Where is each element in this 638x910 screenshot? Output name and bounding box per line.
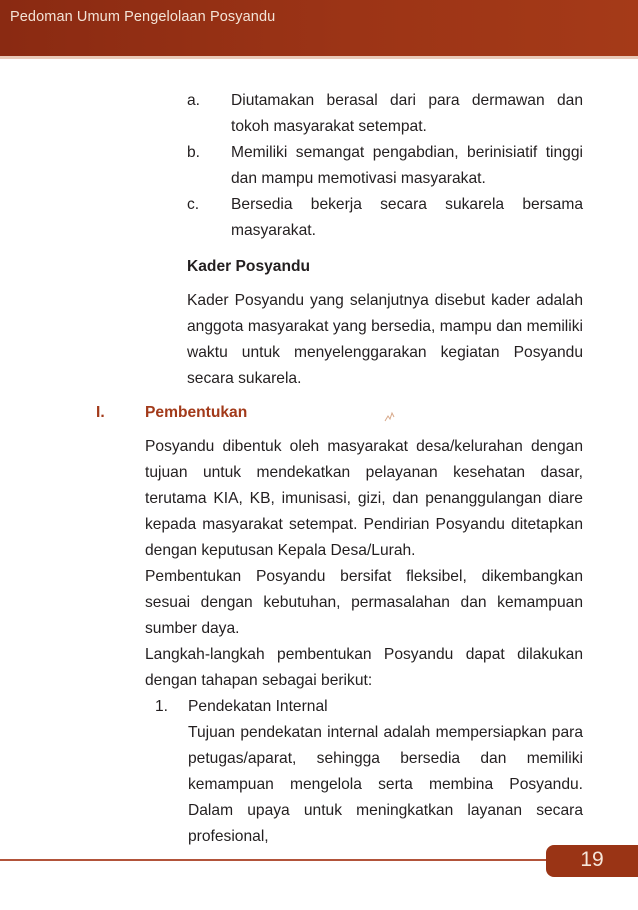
step-text-1: Tujuan pendekatan internal adalah mempersiapkan para petugas/aparat, sehingga bersedia dan memiliki kemampuan mengelola serta membina Posyandu. Dalam upaya untuk meningkatkan layanan secara profesional, — [188, 724, 583, 845]
kader-heading: Kader Posyandu — [187, 258, 311, 275]
header-title: Pedoman Umum Pengelolaan Posyandu — [10, 9, 276, 25]
list-marker-c: c. — [187, 196, 200, 213]
list-marker-a: a. — [187, 92, 201, 109]
list-item-a: Diutamakan berasal dari para dermawan dan tokoh masyarakat setempat. — [231, 92, 583, 135]
page-number-tab — [546, 845, 638, 877]
section-heading: Pembentukan — [145, 404, 248, 421]
section-paragraph-3: Langkah-langkah pembentukan Posyandu dapat dilakukan dengan tahapan sebagai berikut: — [145, 646, 583, 689]
page-header — [0, 0, 638, 56]
section-paragraph-2: Pembentukan Posyandu bersifat fleksibel, dikembangkan sesuai dengan kebutuhan, permasalahan dan kemampuan sumber daya. — [145, 568, 583, 637]
list-marker-b: b. — [187, 144, 201, 161]
step-marker-1: 1. — [155, 698, 169, 715]
step-title-1: Pendekatan Internal — [188, 698, 328, 715]
decorative-speck — [382, 410, 398, 424]
section-paragraph-1: Posyandu dibentuk oleh masyarakat desa/kelurahan dengan tujuan untuk mendekatkan pelayanan kesehatan dasar, terutama KIA, KB, imunisasi, gizi, dan penanggulangan diare kepada masyarakat setempat. Pendirian Posyandu ditetapkan dengan keputusan Kepala Desa/Lurah. — [145, 438, 583, 559]
list-item-c: Bersedia bekerja secara sukarela bersama masyarakat. — [231, 196, 583, 239]
footer-line — [0, 859, 556, 861]
page-number: 19 — [580, 848, 604, 871]
header-stripe — [0, 56, 638, 59]
section-marker: I. — [96, 404, 105, 421]
kader-paragraph: Kader Posyandu yang selanjutnya disebut kader adalah anggota masyarakat yang bersedia, mampu dan memiliki waktu untuk menyelenggarakan kegiatan Posyandu secara sukarela. — [187, 292, 583, 387]
list-item-b: Memiliki semangat pengabdian, berinisiatif tinggi dan mampu memotivasi masyarakat. — [231, 144, 583, 187]
